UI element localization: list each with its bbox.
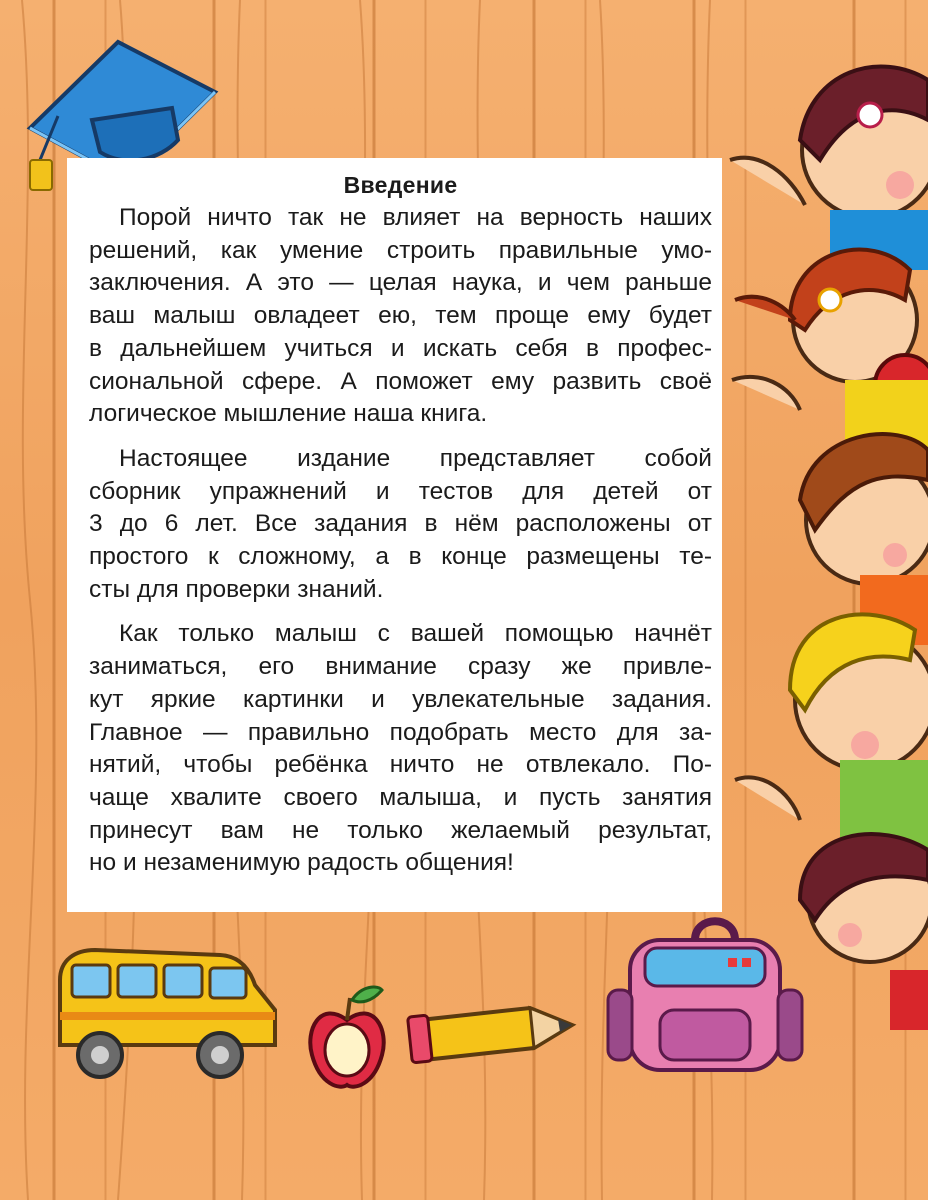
text-line: кут яркие картинки и увлекательные задания.	[89, 685, 712, 713]
text-line: принесут вам не только желаемый результат,	[89, 816, 712, 844]
backpack-icon	[608, 921, 802, 1070]
paragraph-3	[89, 618, 712, 880]
text-line: заключения. А это — целая наука, и чем раньше	[89, 269, 712, 297]
text-line: в дальнейшем учиться и искать себя в профес-	[89, 334, 712, 362]
text-line: ваш малыш овладеет ею, тем проще ему будет	[89, 302, 712, 330]
text-line: сиональной сфере. А поможет ему развить своё	[89, 367, 712, 395]
text-line: сборник упражнений и тестов для детей от	[89, 477, 712, 505]
paragraph-1	[89, 202, 712, 431]
paragraph-2	[89, 443, 712, 607]
school-bus-icon	[60, 950, 275, 1077]
text-line: чаще хвалите своего малыша, и пусть занятия	[89, 783, 712, 811]
text-line: Главное — правильно подобрать место для за-	[89, 718, 712, 746]
children-icon	[730, 67, 928, 1031]
text-line: решений, как умение строить правильные умо-	[89, 236, 712, 264]
text-line: логическое мышление наша книга.	[89, 400, 488, 428]
page-title: Введение	[343, 172, 458, 198]
text-line: заниматься, его внимание сразу же привле-	[89, 653, 712, 681]
text-line: Порой ничто так не влияет на верность наших	[119, 204, 712, 231]
text-line: Как только малыш с вашей помощью начнёт	[119, 620, 712, 648]
text-line: нятий, чтобы ребёнка ничто не отвлекало. По-	[89, 751, 712, 779]
text-line: Настоящее издание представляет собой	[119, 444, 712, 472]
apple-icon	[310, 987, 383, 1087]
text-line: сты для проверки знаний.	[89, 575, 384, 603]
text-line: 3 до 6 лет. Все задания в нём расположены от	[89, 510, 712, 538]
intro-text-panel	[67, 158, 722, 912]
pencil-icon	[408, 1008, 572, 1063]
text-line: но и незаменимую радость общения!	[89, 849, 514, 877]
text-line: простого к сложному, а в конце размещены те-	[89, 543, 712, 571]
